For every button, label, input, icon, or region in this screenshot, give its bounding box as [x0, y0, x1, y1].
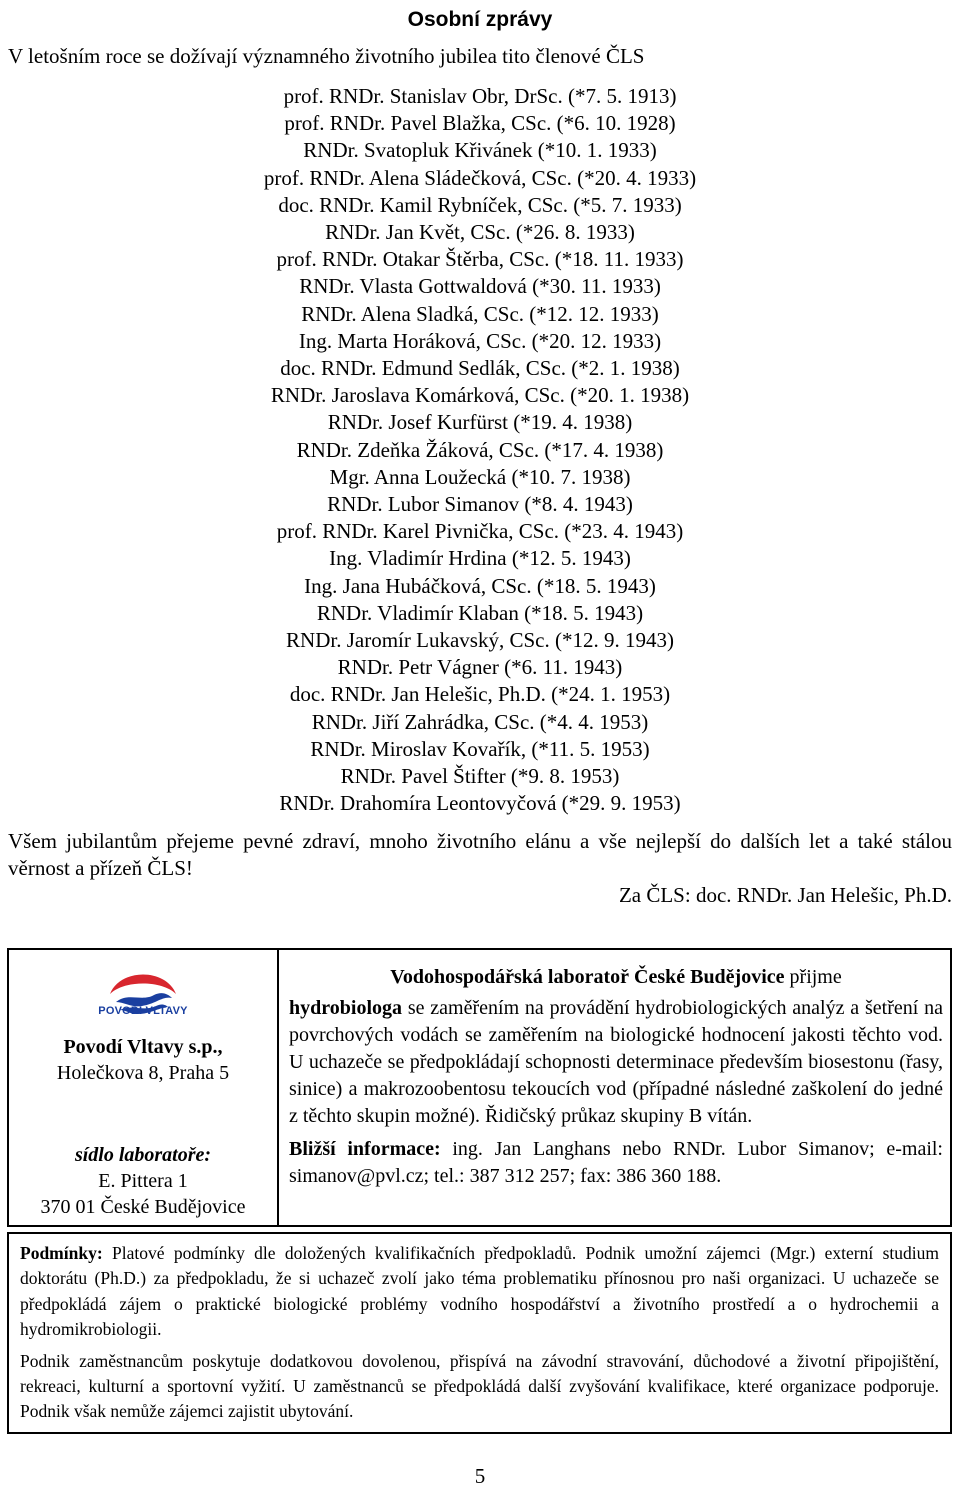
ad-contact	[289, 1136, 943, 1190]
jubilee-list-item: RNDr. Zdeňka Žáková, CSc. (*17. 4. 1938)	[296, 437, 664, 462]
ad-description-text: se zaměřením na provádění hydrobiologických analýz a šetření na povrchových vodách se zaměřením na biologické hodnocení jakosti těchto vod. U uchazeče se předpokládají schopnosti determinace především biosestonu (řasy, sinice) a makrozoobentosu tekoucích vod (případné následné zaškolení do jedné z těchto skupin možné). Řidičský průkaz skupiny B vítán.	[289, 997, 943, 1127]
ad-company-panel	[9, 950, 279, 1225]
jubilee-list-item: prof. RNDr. Otakar Štěrba, CSc. (*18. 11. 1933)	[276, 247, 684, 272]
conditions-box	[7, 1232, 952, 1434]
jubilee-list-item: RNDr. Drahomíra Leontovyčová (*29. 9. 1953)	[279, 791, 681, 816]
jubilee-list-item: prof. RNDr. Stanislav Obr, DrSc. (*7. 5. 1913)	[283, 84, 677, 108]
logo-text: POVODÍ VLTAVY	[98, 1005, 188, 1017]
jubilee-list-item: Ing. Jana Hubáčková, CSc. (*18. 5. 1943)	[304, 573, 656, 598]
company-address: Holečkova 8, Praha 5	[56, 1062, 230, 1084]
ad-description	[289, 995, 943, 1130]
lab-seat-city: 370 01 České Budějovice	[40, 1196, 246, 1218]
jubilee-list-item: RNDr. Jiří Zahrádka, CSc. (*4. 4. 1953)	[311, 709, 649, 734]
jubilee-list-item: RNDr. Vladimír Klaban (*18. 5. 1943)	[316, 600, 644, 625]
intro-text: V letošním roce se dožívají významného životního jubilea tito členové ČLS	[8, 44, 645, 68]
ad-headline-rest: přijme	[784, 966, 842, 988]
jubilee-list-item: RNDr. Lubor Simanov (*8. 4. 1943)	[327, 492, 633, 517]
jubilee-list-item: Ing. Marta Horáková, CSc. (*20. 12. 1933)	[298, 328, 662, 353]
jubilee-list-item: RNDr. Petr Vágner (*6. 11. 1943)	[337, 655, 623, 680]
jubilee-list-item: RNDr. Svatopluk Křivánek (*10. 1. 1933)	[303, 138, 657, 163]
jubilee-list-item: RNDr. Jan Květ, CSc. (*26. 8. 1933)	[325, 220, 635, 245]
ad-headline	[289, 964, 943, 991]
jubilee-list-item: prof. RNDr. Karel Pivnička, CSc. (*23. 4. 1943)	[276, 519, 684, 544]
conditions-paragraph	[20, 1241, 939, 1343]
page-number: 5	[474, 1464, 486, 1488]
jubilee-list-item: prof. RNDr. Pavel Blažka, CSc. (*6. 10. 1928)	[284, 111, 676, 136]
company-name: Povodí Vltavy s.p.,	[63, 1036, 223, 1058]
ad-contact-text: ing. Jan Langhans nebo RNDr. Lubor Simanov; e-mail: simanov@pvl.cz; tel.: 387 312 257; fax: 386 360 188.	[289, 1138, 943, 1187]
conditions-label: Podmínky:	[20, 1243, 103, 1263]
jubilee-list-item: RNDr. Vlasta Gottwaldová (*30. 11. 1933)	[299, 274, 661, 299]
jubilee-list	[0, 83, 960, 817]
page-heading: Osobní zprávy	[407, 8, 553, 31]
jubilee-list-item: RNDr. Miroslav Kovařík, (*11. 5. 1953)	[310, 736, 650, 761]
jubilee-list-item: RNDr. Josef Kurfürst (*19. 4. 1938)	[327, 410, 633, 435]
jubilee-list-item: doc. RNDr. Kamil Rybníček, CSc. (*5. 7. 1933)	[278, 192, 682, 217]
jubilee-list-item: doc. RNDr. Edmund Sedlák, CSc. (*2. 1. 1938)	[280, 356, 680, 381]
jubilee-list-item: RNDr. Alena Sladká, CSc. (*12. 12. 1933)	[301, 301, 659, 326]
conditions-text: Platové podmínky dle doložených kvalifikačních předpokladů. Podnik umožní zájemci (Mgr.) externí studium doktorátu (Ph.D.) za předpokladu, že si uchazeč zvolí jako téma problematiku přínosnou pro naši organizaci. U uchazeče se předpokládá zájem o praktické biologické problémy vodního hospodářství a životního prostředí a o hydrochemii a hydromikrobiologii.	[20, 1243, 939, 1340]
jubilee-list-item: RNDr. Jaromír Lukavský, CSc. (*12. 9. 1943)	[286, 628, 674, 653]
jubilee-list-item: doc. RNDr. Jan Helešic, Ph.D. (*24. 1. 1953)	[289, 682, 671, 707]
jubilee-list-item: Mgr. Anna Loužecká (*10. 7. 1938)	[329, 464, 631, 489]
ad-contact-label: Bližší informace:	[289, 1138, 441, 1160]
jubilee-list-item: Ing. Vladimír Hrdina (*12. 5. 1943)	[329, 546, 631, 571]
closing-text: Všem jubilantům přejeme pevné zdraví, mnoho životního elánu a vše nejlepší do dalších let a také stálou věrnost a přízeň ČLS!	[8, 829, 952, 880]
ad-position-name: hydrobiologa	[289, 997, 402, 1019]
jubilee-list-item: prof. RNDr. Alena Sládečková, CSc. (*20. 4. 1933)	[263, 165, 697, 190]
signature: Za ČLS: doc. RNDr. Jan Helešic, Ph.D.	[618, 883, 952, 907]
ad-headline-bold: Vodohospodářská laboratoř České Budějovice	[390, 966, 785, 988]
lab-seat-street: E. Pittera 1	[98, 1170, 188, 1192]
jubilee-list-item: RNDr. Pavel Štifter (*9. 8. 1953)	[340, 764, 620, 789]
jubilee-list-item: RNDr. Jaroslava Komárková, CSc. (*20. 1. 1938)	[270, 383, 690, 408]
lab-seat-label: sídlo laboratoře:	[74, 1144, 212, 1166]
job-ad-box	[7, 948, 952, 1227]
benefits-paragraph: Podnik zaměstnancům poskytuje dodatkovou dovolenou, přispívá na závodní stravování, důchodové a životní připojištění, rekreaci, kulturní a sportovní vyžití. U zaměstnanců se předpokládá další zvyšování kvalifikace, které organizace podporuje. Podnik však nemůže zájemci zajistit ubytování.	[20, 1350, 939, 1422]
ad-description-panel	[289, 964, 943, 1190]
